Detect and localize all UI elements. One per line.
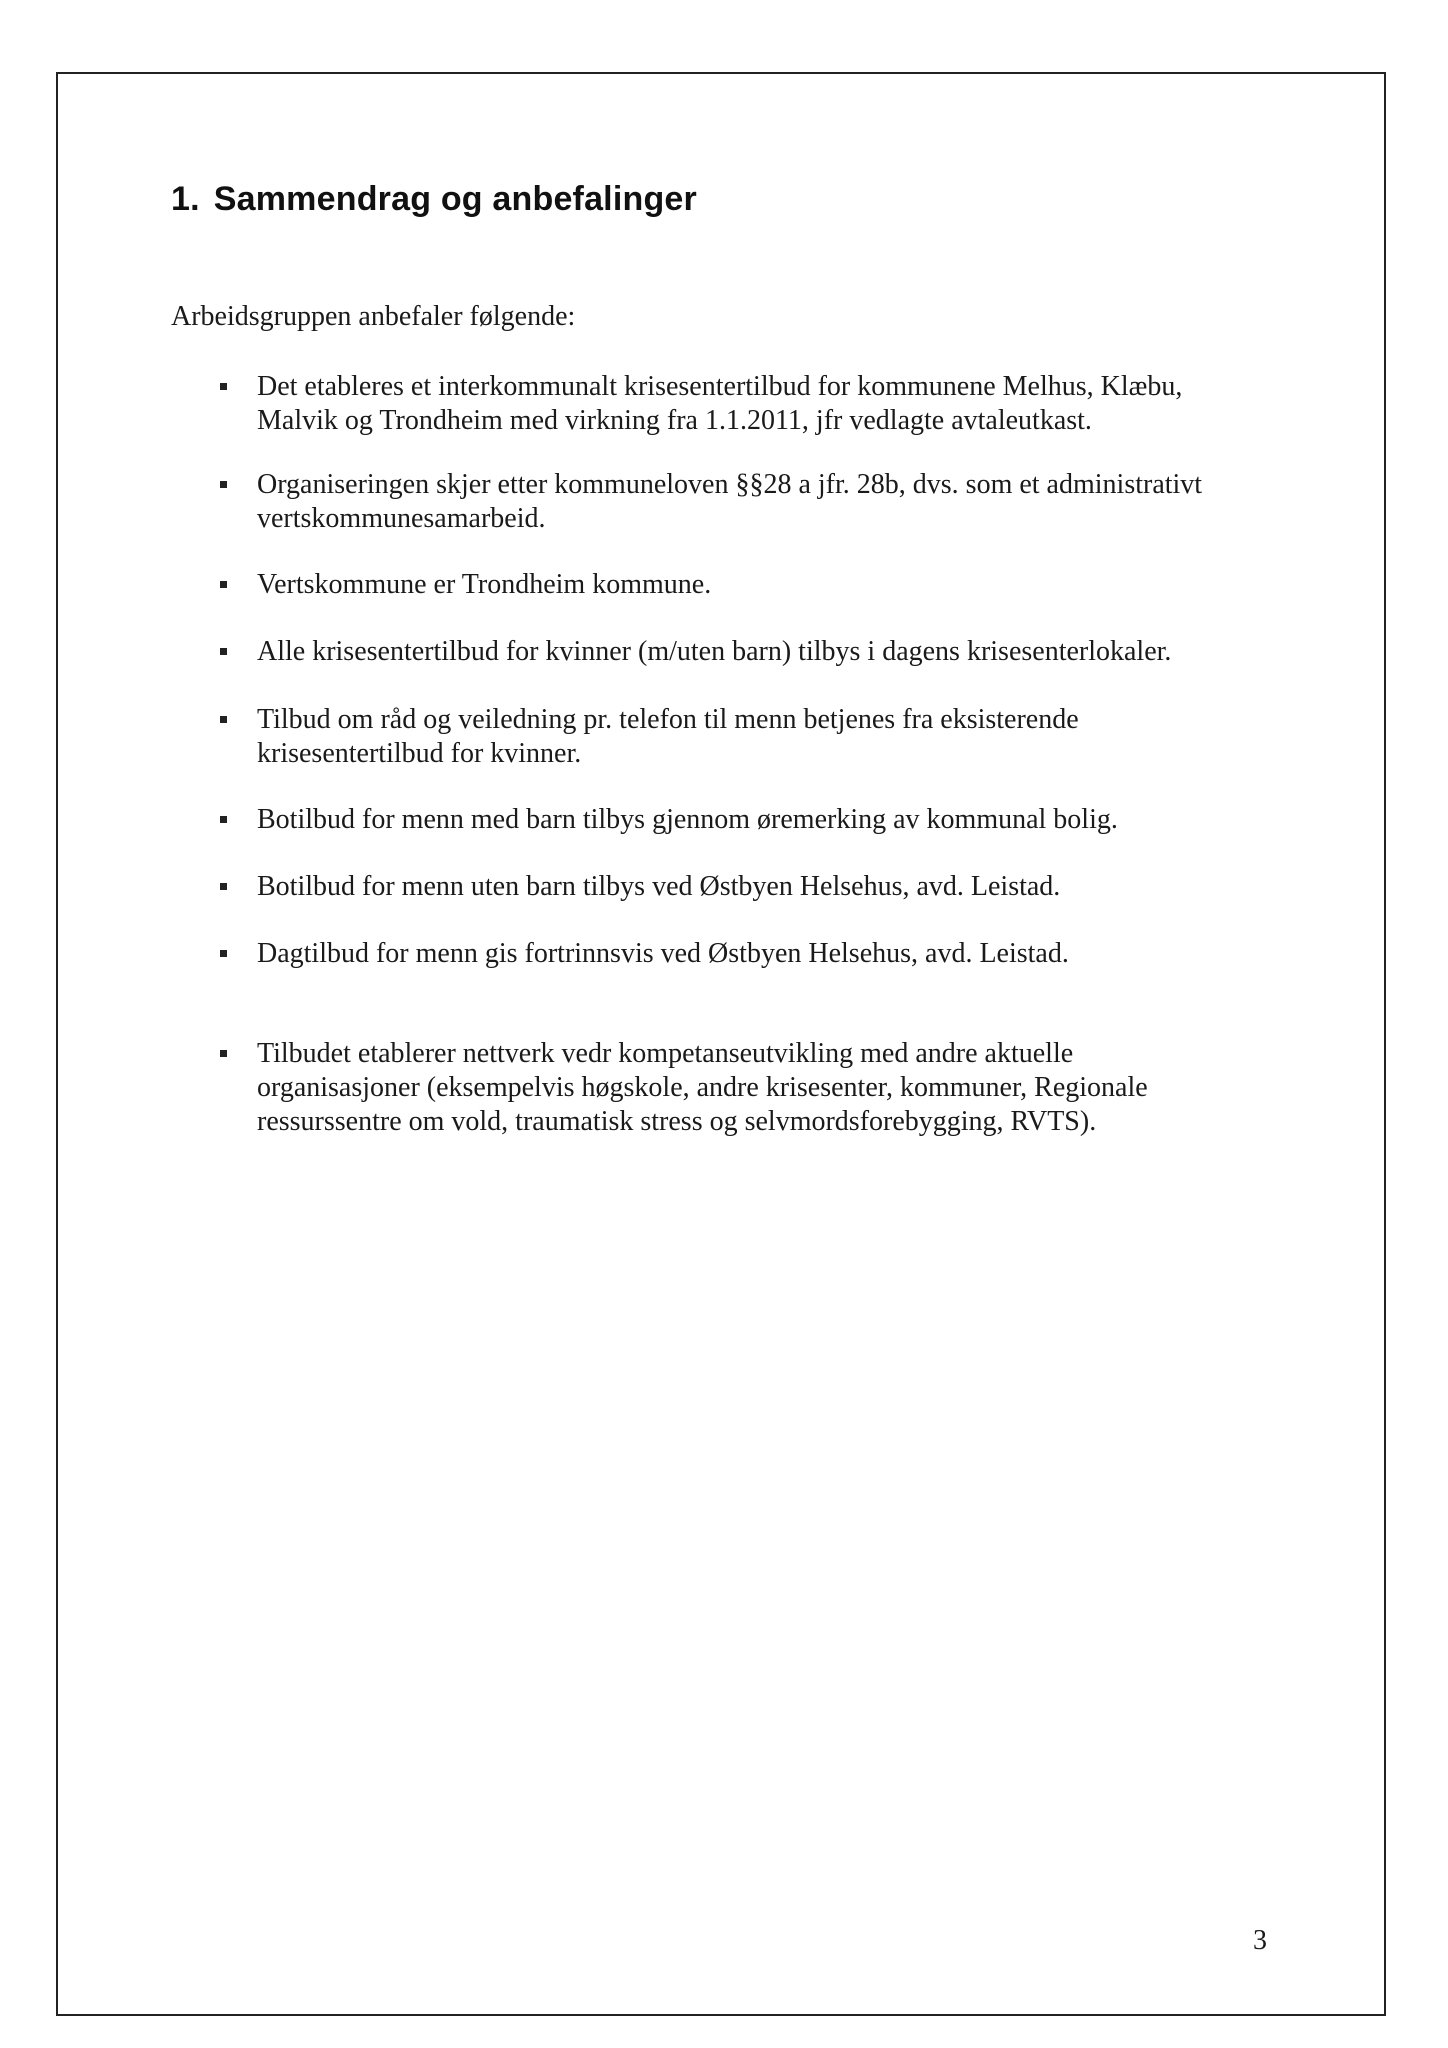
recommendation-text — [257, 803, 1277, 837]
bullet-icon — [220, 581, 227, 588]
bullet-icon — [220, 481, 227, 488]
intro-text: Arbeidsgruppen anbefaler følgende: — [171, 301, 576, 332]
recommendation-text — [257, 937, 1277, 971]
recommendation-line: Botilbud for menn uten barn tilbys ved Østbyen Helsehus, avd. Leistad. — [257, 871, 1061, 902]
recommendation-line: Tilbudet etablerer nettverk vedr kompetanseutvikling med andre aktuelle — [257, 1038, 1074, 1069]
recommendation-line: Dagtilbud for menn gis fortrinnsvis ved Østbyen Helsehus, avd. Leistad. — [257, 938, 1069, 969]
recommendation-line: Vertskommune er Trondheim kommune. — [257, 569, 712, 600]
bullet-icon — [220, 950, 227, 957]
recommendation-line: vertskommunesamarbeid. — [257, 503, 546, 534]
recommendation-line: ressurssentre om vold, traumatisk stress og selvmordsforebygging, RVTS). — [257, 1106, 1097, 1137]
bullet-icon — [220, 883, 227, 890]
section-title: Sammendrag og anbefalinger — [213, 180, 697, 218]
recommendation-line: Organiseringen skjer etter kommuneloven §§28 a jfr. 28b, dvs. som et administrativt — [257, 469, 1203, 500]
bullet-icon — [220, 716, 227, 723]
section-number: 1. — [171, 180, 200, 218]
recommendation-text — [257, 870, 1277, 904]
recommendation-line: Tilbud om råd og veiledning pr. telefon til menn betjenes fra eksisterende — [257, 704, 1079, 735]
recommendation-text — [257, 468, 1277, 536]
bullet-icon — [220, 383, 227, 390]
recommendation-line: Malvik og Trondheim med virkning fra 1.1.2011, jfr vedlagte avtaleutkast. — [257, 405, 1092, 436]
recommendation-text — [257, 1037, 1277, 1139]
bullet-icon — [220, 816, 227, 823]
recommendation-text — [257, 635, 1277, 669]
recommendation-line: organisasjoner (eksempelvis høgskole, andre krisesenter, kommuner, Regionale — [257, 1072, 1148, 1103]
section-heading — [171, 180, 697, 219]
recommendation-line: Alle krisesentertilbud for kvinner (m/uten barn) tilbys i dagens krisesenterlokaler. — [257, 636, 1172, 667]
recommendation-line: Botilbud for menn med barn tilbys gjennom øremerking av kommunal bolig. — [257, 804, 1118, 835]
recommendation-line: krisesentertilbud for kvinner. — [257, 738, 582, 769]
recommendation-text — [257, 703, 1277, 771]
bullet-icon — [220, 1050, 227, 1057]
recommendation-text — [257, 568, 1277, 602]
recommendation-line: Det etableres et interkommunalt krisesentertilbud for kommunene Melhus, Klæbu, — [257, 371, 1183, 402]
page-number: 3 — [1253, 1925, 1267, 1956]
recommendation-text — [257, 370, 1277, 438]
bullet-icon — [220, 648, 227, 655]
